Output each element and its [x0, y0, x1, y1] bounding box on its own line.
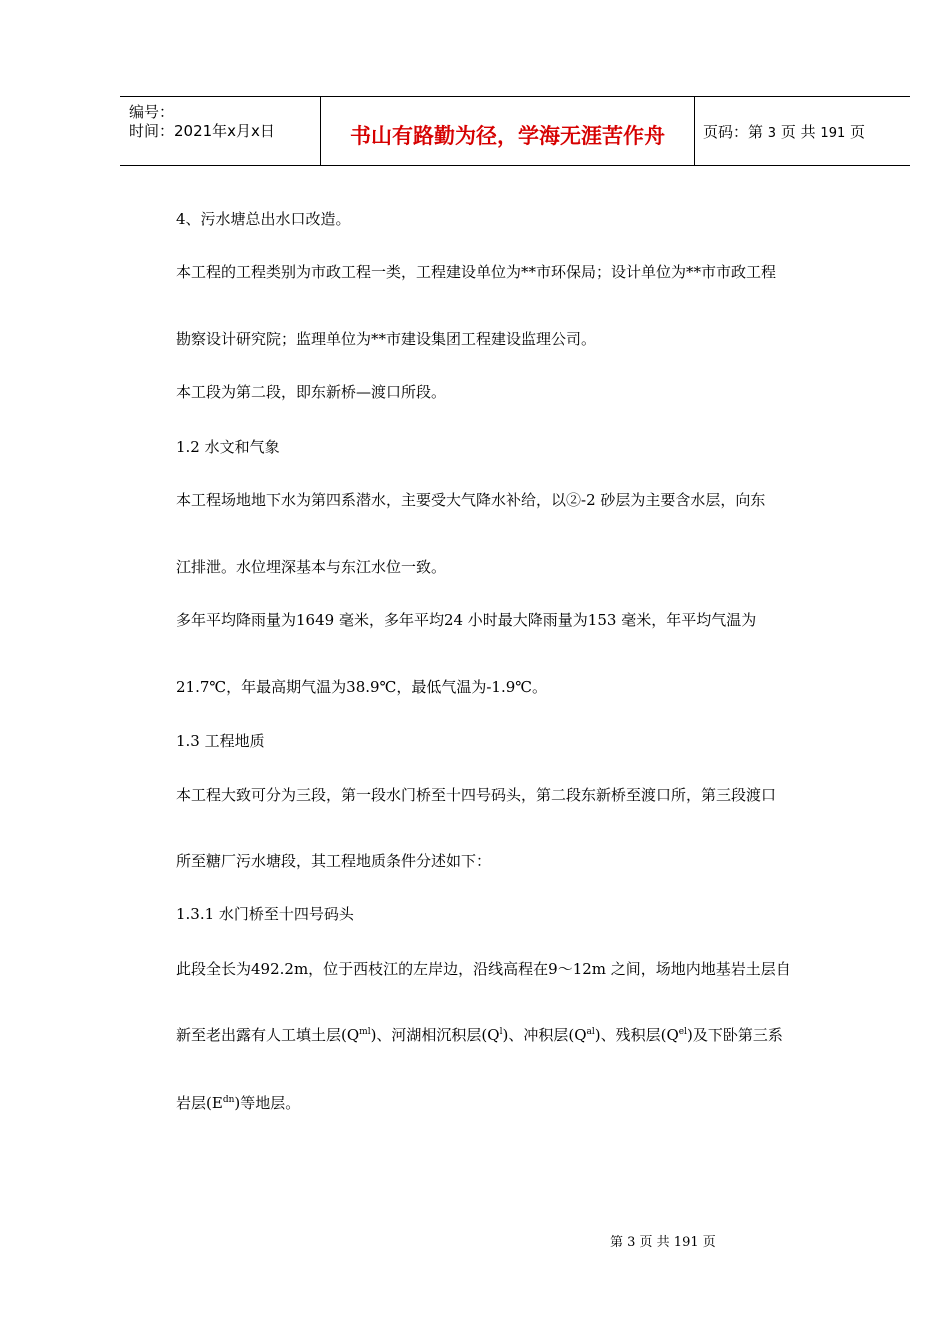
superscript: dn: [222, 1095, 235, 1105]
time-label: 时间：2021年x月x日: [129, 122, 275, 140]
section-heading-1-3: 1.3 工程地质: [176, 732, 265, 750]
superscript: al: [586, 1027, 595, 1037]
text-segment: 新至老出露有人工填土层(Q: [176, 1026, 360, 1044]
superscript: el: [678, 1027, 687, 1037]
header-page-info: [703, 121, 865, 142]
page-total: 191: [820, 126, 846, 141]
body-line-12: 所至糖厂污水塘段，其工程地质条件分述如下：: [176, 852, 492, 870]
number-label: 编号：: [129, 103, 175, 121]
body-line-11: 本工程大致可分为三段，第一段水门桥至十四号码头，第二段东新桥至渡口所，第三段渡口: [176, 786, 777, 804]
section-heading-1-2: 1.2 水文和气象: [176, 438, 280, 456]
body-line-14: 此段全长为492.2m，位于西枝江的左岸边，沿线高程在9～12m 之间，场地内地基岩土层自: [176, 960, 791, 978]
header-page-cell: [695, 97, 910, 165]
body-line-3: 勘察设计研究院；监理单位为**市建设集团工程建设监理公司。: [176, 330, 597, 348]
page-prefix: 页码：第: [703, 123, 764, 141]
text-segment: )及下卧第三系: [686, 1026, 783, 1044]
page-footer: 第 3 页 共 191 页: [610, 1235, 716, 1250]
superscript: ml: [359, 1027, 371, 1037]
text-segment: )、冲积层(Q: [502, 1026, 587, 1044]
header-motto-cell: [321, 97, 695, 165]
section-heading-1-3-1: 1.3.1 水门桥至十四号码头: [176, 905, 354, 923]
header-motto: 书山有路勤为径，学海无涯苦作舟: [350, 124, 665, 148]
page-header: [120, 96, 910, 166]
text-segment: )等地层。: [234, 1094, 301, 1112]
body-line-4: 本工段为第二段，即东新桥—渡口所段。: [176, 383, 447, 401]
body-line-8: 多年平均降雨量为1649 毫米，多年平均24 小时最大降雨量为153 毫米，年平均气温为: [176, 611, 757, 629]
body-line-9: 21.7℃，年最高期气温为38.9℃，最低气温为-1.9℃。: [176, 678, 548, 696]
text-segment: 岩层(E: [176, 1094, 223, 1112]
page-number: 3: [767, 126, 777, 141]
page-mid: 页 共: [780, 123, 816, 141]
header-meta: [120, 97, 321, 165]
body-line-16: [176, 1093, 300, 1113]
body-line-7: 江排泄。水位埋深基本与东江水位一致。: [176, 558, 447, 576]
body-line-6: 本工程场地地下水为第四系潜水，主要受大气降水补给，以②-2 砂层为主要含水层，向东: [176, 491, 766, 509]
body-line-15: [176, 1025, 783, 1045]
page-suffix: 页: [850, 123, 866, 141]
body-line-2: 本工程的工程类别为市政工程一类，工程建设单位为**市环保局；设计单位为**市市政工程: [176, 263, 777, 281]
text-segment: )、残积层(Q: [594, 1026, 679, 1044]
body-line-1: 4、污水塘总出水口改造。: [176, 210, 351, 228]
text-segment: )、河湖相沉积层(Q: [370, 1026, 500, 1044]
superscript: l: [499, 1027, 503, 1037]
